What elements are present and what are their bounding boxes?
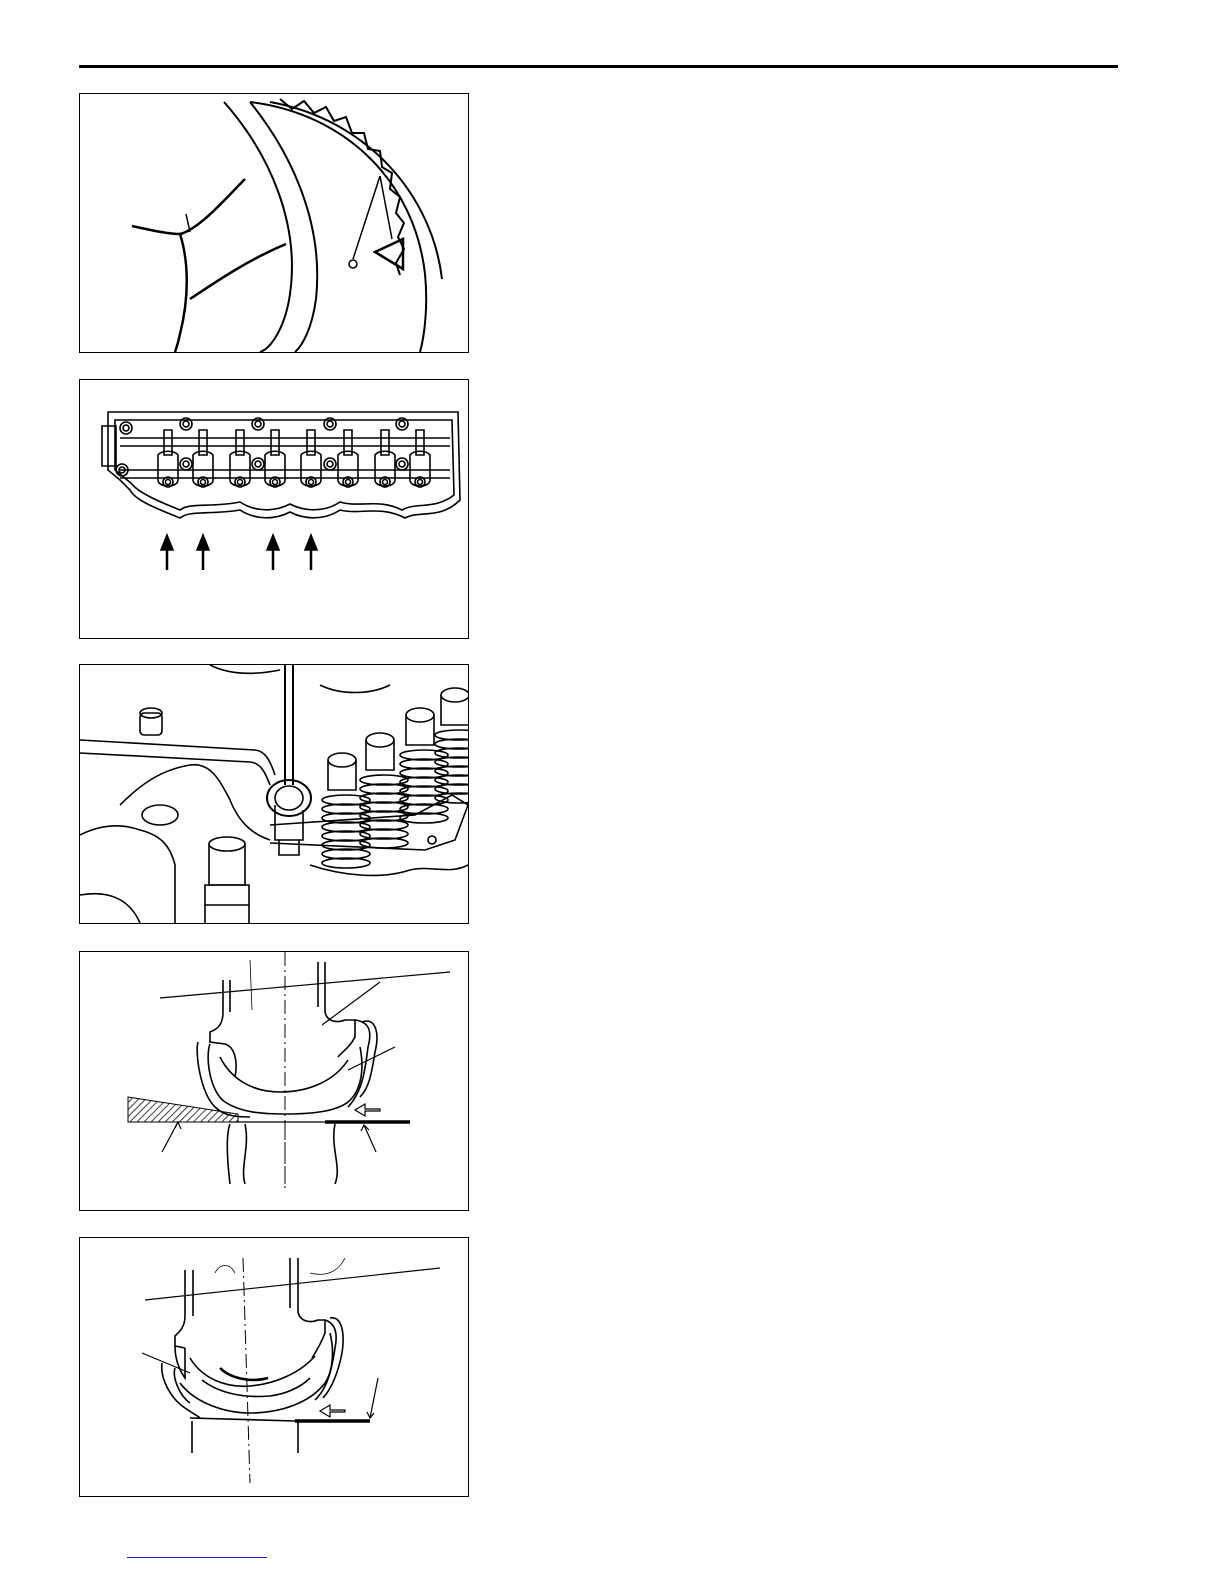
bracket-bolt [180, 458, 192, 470]
header-rule [79, 65, 1118, 68]
bracket-bolt-center [399, 461, 405, 467]
adjuster-screw-center [418, 480, 423, 485]
figure-rocker-assembly [79, 379, 469, 639]
rocker-arm [410, 451, 430, 486]
rocker-arm [338, 451, 358, 486]
figure-rocker-feeler-gauge-1 [79, 951, 469, 1211]
figure-timing-sprocket [79, 93, 469, 353]
bracket-bolt [252, 458, 264, 470]
footer-link-underline[interactable] [127, 1557, 267, 1558]
rocker-arm [230, 451, 250, 486]
bracket-bolt [396, 458, 408, 470]
adjuster-screw-center [273, 480, 278, 485]
adjuster-screw-center [309, 480, 314, 485]
adjuster-screw-center [238, 480, 243, 485]
bracket-bolt-center [255, 461, 261, 467]
bracket-bolt-center [399, 421, 405, 427]
bracket-bolt-center [255, 421, 261, 427]
bracket-bolt-center [327, 421, 333, 427]
adjuster-nut [328, 753, 356, 767]
figure-rocker-feeler-gauge-2 [79, 1237, 469, 1497]
rocker-arm [193, 451, 213, 486]
rocker-arm [301, 451, 321, 486]
bracket-bolt [324, 458, 336, 470]
bracket-bolt-center [327, 461, 333, 467]
adjuster-screw-center [166, 480, 171, 485]
adjuster-screw-center [201, 480, 206, 485]
bracket-bolt-center [183, 421, 189, 427]
adjuster-nut [441, 688, 468, 702]
bracket-bolt-center [183, 461, 189, 467]
adjuster-nut [406, 708, 434, 722]
adjuster-screw-center [346, 480, 351, 485]
rocker-arm [265, 451, 285, 486]
figure-valve-adjustment [79, 664, 469, 924]
rocker-arm [158, 451, 178, 486]
adjuster-nut [366, 733, 394, 747]
adjuster-screw-center [383, 480, 388, 485]
rocker-arm [375, 451, 395, 486]
